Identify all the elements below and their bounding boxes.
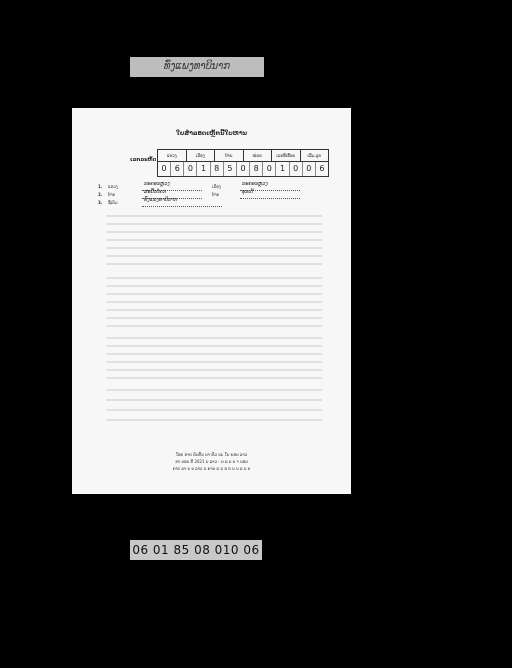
code-label: ເລກລະຫັດ (130, 157, 157, 163)
field-label: ເມືອງ (212, 184, 221, 189)
code-header: ແຂວງ (158, 150, 187, 161)
footer-line: ກາ ນອນ ກີ 2021 ນ ລາວ - ນ ລ ນ ນ າ ນອນ (175, 459, 248, 464)
field-number: 3. (98, 200, 103, 205)
field-value: ນະຄອນຫຼວງ (144, 181, 170, 187)
field-value: ສະນັ້ນໂຄກ (144, 189, 167, 195)
census-form-sheet (72, 108, 351, 494)
field-line (240, 198, 300, 199)
code-digit: 8 (211, 162, 224, 176)
field-label: ແຂວງ (108, 184, 118, 189)
code-header: ບ້ານ (215, 150, 244, 161)
bottom-code-label: 06 01 85 08 010 06 (130, 540, 262, 560)
form-body-lines (72, 208, 351, 438)
field-value: ນະຄອນຫຼວງ (242, 181, 268, 187)
footer-line: ໃອຍ ກາບ ຄົນຕົ້ນ ນາ ຫົ່ວ ນະ ໃນ ຍອນ ລາວ (175, 452, 248, 457)
code-digit: 1 (276, 162, 289, 176)
code-digit: 5 (224, 162, 237, 176)
code-header: ເມືອງ (187, 150, 216, 161)
code-headers (158, 150, 328, 162)
footer-line: ກາບ ລາ ນ ນ ລາວ ນ ຄານ ແ ນ ກ ຕ ນ ນ ລ ນ ນ (172, 466, 251, 471)
field-line (142, 206, 222, 207)
field-label: ບ້ານ (108, 192, 116, 197)
top-title-label: ທົ່ງແພງທາບິນາກ (130, 57, 264, 77)
field-value: ທົ່ງແພງທາບິນາກ (144, 197, 178, 203)
code-header: ເລີ່ມ,ລຸກ (307, 153, 321, 158)
code-digit: 0 (290, 162, 303, 176)
field-label: ບ້ານ (212, 192, 220, 197)
code-box (157, 149, 329, 177)
field-number: 1. (98, 184, 103, 189)
code-header: ເລກທີ່ເຮືອນ (272, 150, 301, 161)
code-digits (158, 162, 328, 176)
code-digit: 0 (237, 162, 250, 176)
code-digit: 0 (263, 162, 276, 176)
code-digit: 0 (303, 162, 316, 176)
field-number: 2. (98, 192, 103, 197)
form-title: ໃບສໍາລອດເຫຼັກນີ້ໃບຫານ (176, 130, 247, 137)
field-value: ອຸນເດີ (242, 189, 254, 195)
field-label: ຊື່ເຕັມ (108, 200, 118, 205)
code-header: ໜ່ວຍ (244, 150, 273, 161)
code-digit: 1 (197, 162, 210, 176)
code-digit: 6 (171, 162, 184, 176)
code-digit: 0 (158, 162, 171, 176)
code-digit: 6 (319, 164, 325, 173)
code-digit: 0 (184, 162, 197, 176)
code-digit: 8 (250, 162, 263, 176)
